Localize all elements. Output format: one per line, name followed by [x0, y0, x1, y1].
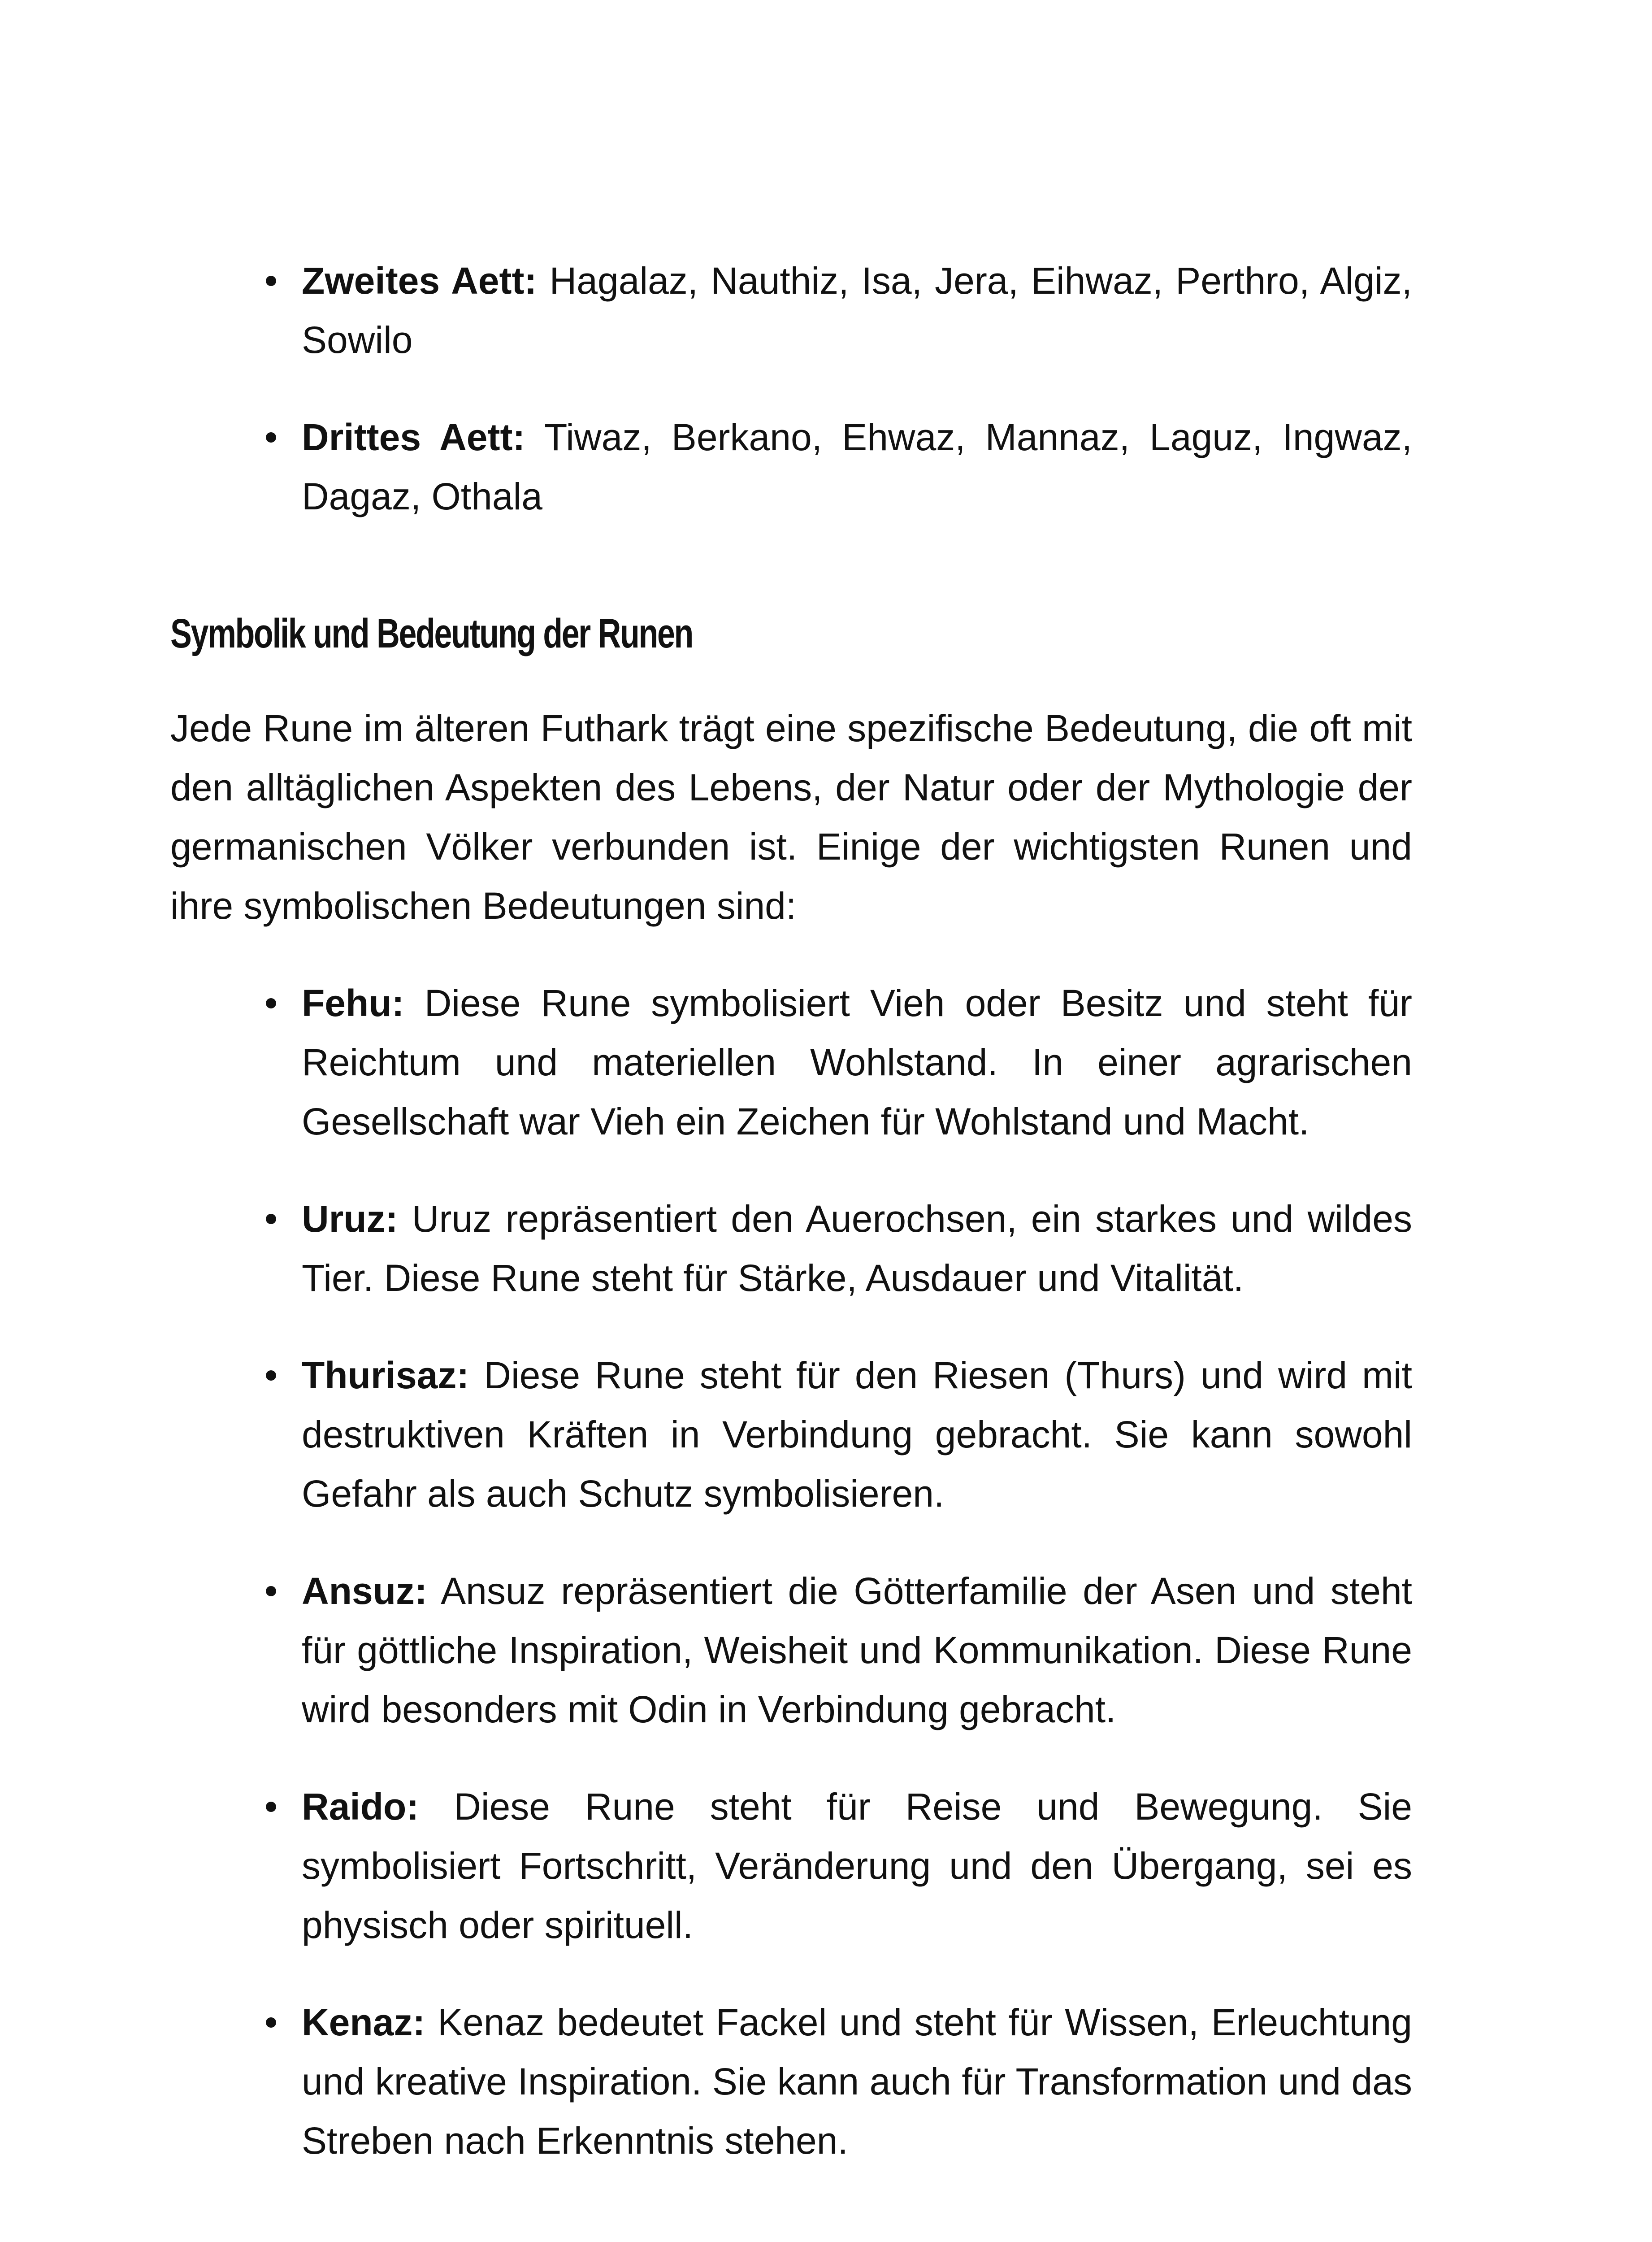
rune-list — [170, 973, 1412, 2170]
list-item — [170, 1993, 1412, 2170]
list-item — [170, 973, 1412, 1151]
bullet-icon — [266, 1802, 276, 1812]
list-item — [170, 1189, 1412, 1308]
intro-paragraph: Jede Rune im älteren Futhark trägt eine spezifische Bedeutung, die oft mit den alltäglichen Aspekten des Lebens, der Natur oder der Mythologie der germanischen Völker verbunden ist. Einige der wichtigsten Runen und ihre symbolischen Bedeutungen sind: — [170, 707, 1412, 927]
list-item-term: Raido: — [302, 1786, 419, 1828]
aett-list — [170, 251, 1412, 526]
list-item-term: Zweites Aett: — [302, 260, 537, 302]
list-item-term: Kenaz: — [302, 2001, 425, 2043]
list-item-text: Hagalaz, Nauthiz, Isa, Jera, Eihwaz, Perthro, Algiz, Sowilo — [302, 260, 1412, 361]
list-item-term: Ansuz: — [302, 1570, 427, 1612]
list-item-term: Fehu: — [302, 982, 404, 1024]
list-item-text: Tiwaz, Berkano, Ehwaz, Mannaz, Laguz, Ingwaz, Dagaz, Othala — [302, 416, 1412, 517]
bullet-icon — [266, 432, 276, 443]
list-item — [170, 408, 1412, 526]
list-item-text: Diese Rune steht für Reise und Bewegung. Sie symbolisiert Fortschritt, Veränderung und den Übergang, sei es physisch oder spirituell. — [302, 1786, 1412, 1946]
bullet-icon — [266, 998, 276, 1008]
bullet-icon — [266, 1370, 276, 1381]
list-item — [170, 1777, 1412, 1955]
list-item-term: Drittes Aett: — [302, 416, 525, 458]
list-item-term: Thurisaz: — [302, 1354, 469, 1396]
list-item — [170, 1346, 1412, 1523]
list-item-term: Uruz: — [302, 1198, 398, 1240]
list-item-text: Diese Rune steht für den Riesen (Thurs) und wird mit destruktiven Kräften in Verbindung gebracht. Sie kann sowohl Gefahr als auch Schutz symbolisieren. — [302, 1354, 1412, 1515]
list-item-text: Kenaz bedeutet Fackel und steht für Wissen, Erleuchtung und kreative Inspiration. Sie kann auch für Transformation und das Streben nach Erkenntnis stehen. — [302, 2001, 1412, 2162]
list-item-text: Uruz repräsentiert den Auerochsen, ein starkes und wildes Tier. Diese Rune steht für Stärke, Ausdauer und Vitalität. — [302, 1198, 1412, 1299]
list-item-text: Diese Rune symbolisiert Vieh oder Besitz und steht für Reichtum und materiellen Wohlstand. In einer agrarischen Gesellschaft war Vieh ein Zeichen für Wohlstand und Macht. — [302, 982, 1413, 1143]
page-content — [170, 251, 1412, 2208]
list-item — [170, 1561, 1412, 1739]
list-item-text: Ansuz repräsentiert die Götterfamilie der Asen und steht für göttliche Inspiration, Weisheit und Kommunikation. Diese Rune wird besonders mit Odin in Verbindung gebracht. — [302, 1570, 1413, 1730]
bullet-icon — [266, 1586, 276, 1596]
section-heading: Symbolik und Bedeutung der Runen — [170, 611, 693, 656]
bullet-icon — [266, 276, 276, 286]
bullet-icon — [266, 2017, 276, 2028]
list-item — [170, 251, 1412, 369]
bullet-icon — [266, 1214, 276, 1224]
